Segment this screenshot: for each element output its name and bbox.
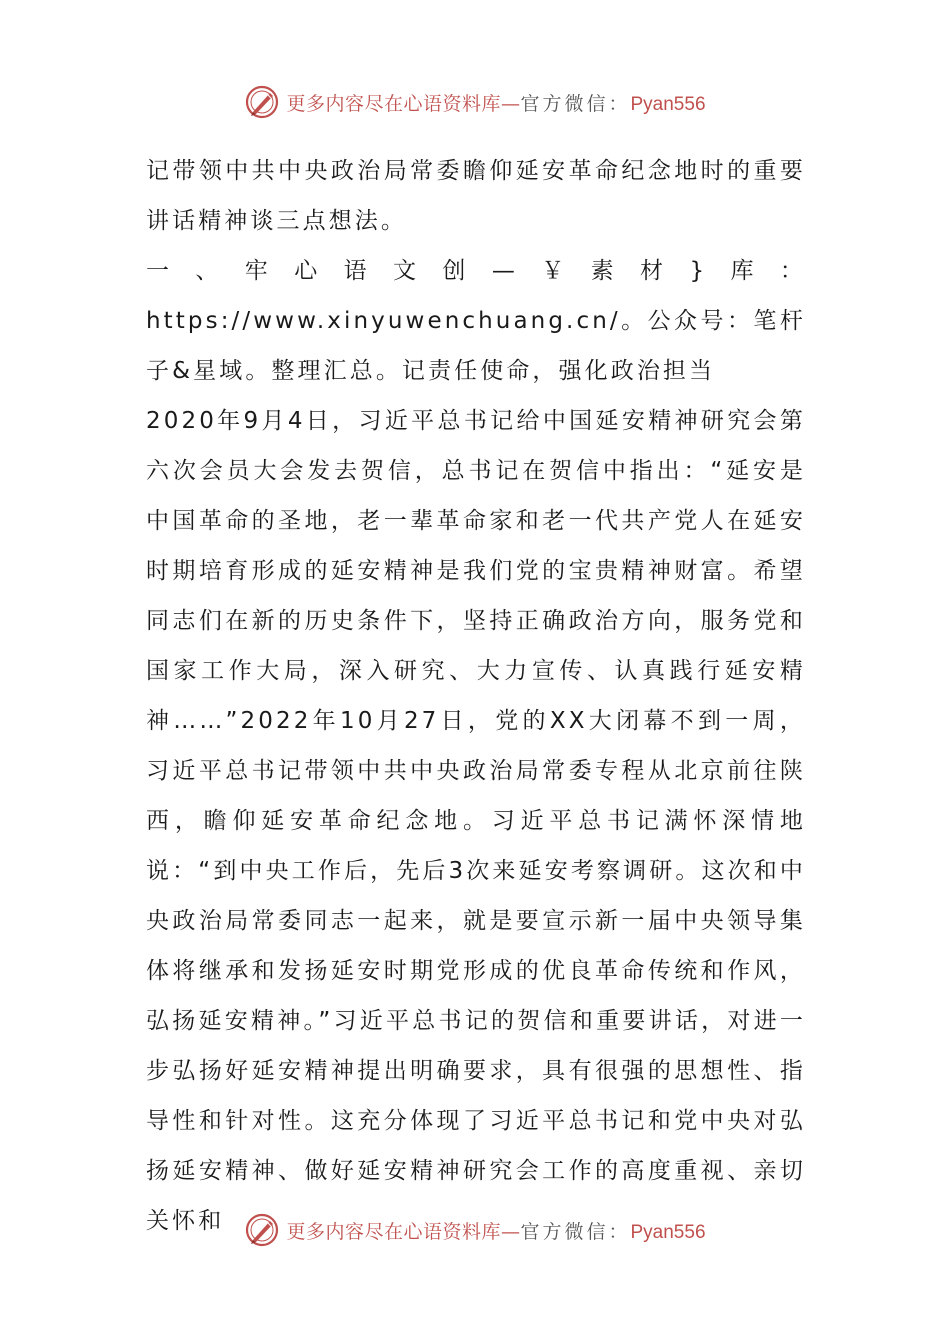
footer-banner <box>0 1210 950 1250</box>
banner-main-text: 更多内容尽在心语资料库 <box>286 92 501 115</box>
document-body <box>146 146 806 1246</box>
paragraph-main: 2020年9月4日，习近平总书记给中国延安精神研究会第六次会员大会发去贺信，总书记在贺信中指出：“延安是中国革命的圣地，老一辈革命家和老一代共产党人在延安时期培育形成的延安精神是我们党的宝贵精神财富。希望同志们在新的历史条件下，坚持正确政治方向，服务党和国家工作大局，深入研究、大力宣传、认真践行延安精神……”2022年10月27日，党的XX大闭幕不到一周，习近平总书记带领中共中央政治局常委专程从北京前往陕西，瞻仰延安革命纪念地。习近平总书记满怀深情地说：“到中央工作后，先后3次来延安考察调研。这次和中央政治局常委同志一起来，就是要宣示新一届中央领导集体将继承和发扬延安时期党形成的优良革命传统和作风，弘扬延安精神。”习近平总书记的贺信和重要讲话，对进一步弘扬好延安精神提出明确要求，具有很强的思想性、指导性和针对性。这充分体现了习近平总书记和党中央对弘扬延安精神、做好延安精神研究会工作的高度重视、亲切关怀和 <box>146 408 806 1234</box>
pen-circle-logo-icon <box>244 84 280 120</box>
header-banner-text <box>286 89 705 116</box>
banner-dash: — <box>500 92 521 115</box>
paragraph-section-heading: 一、牢心语文创—￥素材}库：https://www.xinyuwenchuang.cn/。公众号：笔杆子&星域。整理汇总。记责任使命，强化政治担当 <box>146 258 806 384</box>
pen-circle-logo-icon <box>244 1212 280 1248</box>
banner-official-label: 官方微信： <box>520 92 631 115</box>
banner-wechat-id: Pyan556 <box>630 93 706 115</box>
header-banner <box>0 82 950 122</box>
banner-dash: — <box>500 1220 521 1243</box>
banner-official-label: 官方微信： <box>520 1220 631 1243</box>
banner-main-text: 更多内容尽在心语资料库 <box>286 1220 501 1243</box>
footer-banner-text <box>286 1217 705 1244</box>
paragraph-intro: 记带领中共中央政治局常委瞻仰延安革命纪念地时的重要讲话精神谈三点想法。 <box>146 158 806 234</box>
banner-wechat-id: Pyan556 <box>630 1221 706 1243</box>
